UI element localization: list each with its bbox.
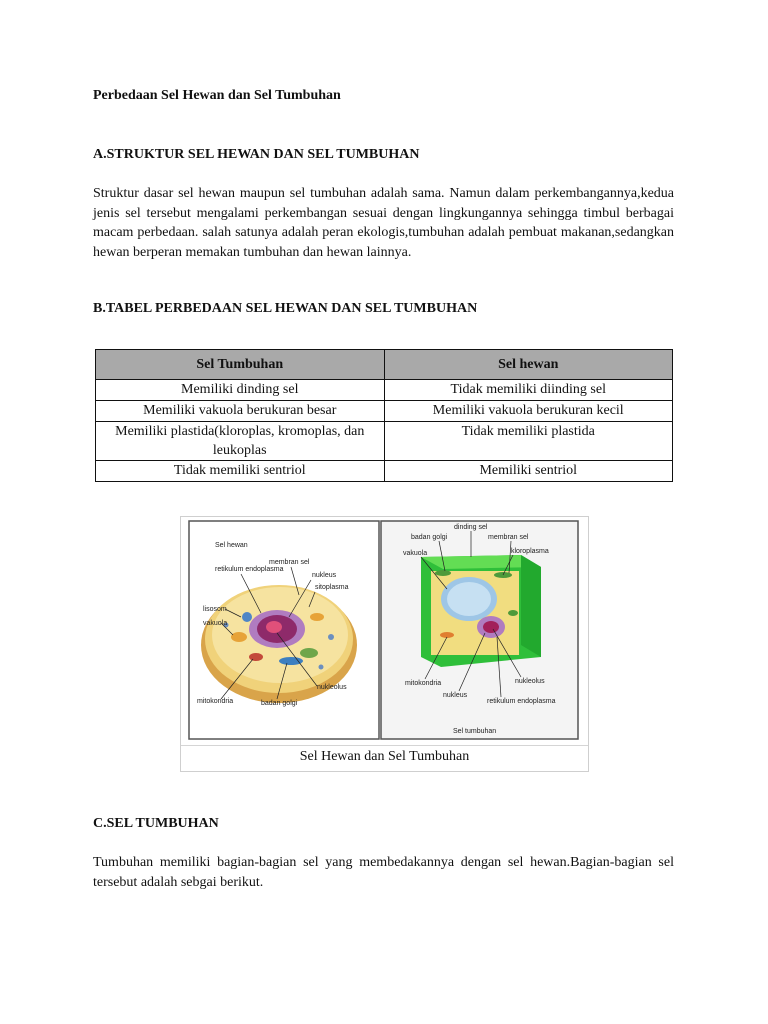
section-c-heading: C.SEL TUMBUHAN bbox=[93, 816, 219, 831]
label-sitoplasma: sitoplasma bbox=[315, 584, 349, 591]
label-vakuola: vakuola bbox=[203, 620, 228, 627]
table-cell: Memiliki plastida(kloroplas, kromoplas, dan leukoplas bbox=[96, 422, 385, 461]
section-c-paragraph: Tumbuhan memiliki bagian-bagian sel yang membedakannya dengan sel hewan.Bagian-bagian sel tersebut adalah sebgai berikut. bbox=[93, 855, 674, 890]
table-cell: Memiliki sentriol bbox=[384, 461, 673, 482]
label-lisosom: lisosom bbox=[203, 606, 227, 613]
plant-label-golgi: badan golgi bbox=[411, 534, 448, 541]
table-row bbox=[96, 422, 673, 461]
section-a-heading: A.STRUKTUR SEL HEWAN DAN SEL TUMBUHAN bbox=[93, 147, 420, 162]
plant-cell-title: Sel tumbuhan bbox=[453, 728, 497, 735]
plant-cell bbox=[421, 555, 541, 667]
figure-caption: Sel Hewan dan Sel Tumbuhan bbox=[299, 749, 470, 764]
table-cell: Memiliki vakuola berukuran kecil bbox=[384, 401, 673, 422]
plant-label-vakuola: vakuola bbox=[403, 550, 428, 557]
table-row bbox=[96, 380, 673, 401]
plant-label-dinding: dinding sel bbox=[454, 524, 488, 531]
page-title: Perbedaan Sel Hewan dan Sel Tumbuhan bbox=[93, 88, 341, 103]
table-row bbox=[96, 401, 673, 422]
plant-label-nukleus: nukleus bbox=[443, 692, 468, 699]
table-cell: Tidak memiliki sentriol bbox=[96, 461, 385, 482]
table-cell: Tidak memiliki plastida bbox=[384, 422, 673, 461]
table-row bbox=[96, 461, 673, 482]
cell-figure bbox=[180, 516, 589, 772]
table-header-row bbox=[96, 350, 673, 380]
table-cell: Memiliki dinding sel bbox=[96, 380, 385, 401]
label-golgi: badan golgi bbox=[261, 700, 298, 707]
label-mitokondria: mitokondria bbox=[197, 698, 234, 705]
cell-diagram bbox=[181, 517, 588, 745]
label-membran: membran sel bbox=[269, 559, 310, 566]
label-retikulum: retikulum endoplasma bbox=[215, 566, 284, 573]
comparison-table bbox=[95, 349, 673, 482]
table-cell: Memiliki vakuola berukuran besar bbox=[96, 401, 385, 422]
table-header-cell: Sel hewan bbox=[384, 350, 673, 380]
section-a-paragraph: Struktur dasar sel hewan maupun sel tumbuhan adalah sama. Namun dalam perkembangannya,kedua jenis sel tersebut mengalami perkembangan sesuai dengan lingkungannya sehingga timbul berbagai macam perbedaan. salah satunya adalah peran ekologis,tumbuhan adalah pembuat makanan,sedangkan hewan berperan memakan tumbuhan dan hewan lainnya. bbox=[93, 186, 674, 260]
section-b-heading: B.TABEL PERBEDAAN SEL HEWAN DAN SEL TUMBUHAN bbox=[93, 301, 478, 316]
label-nukleus: nukleus bbox=[312, 572, 337, 579]
plant-label-nukleolus: nukleolus bbox=[515, 678, 545, 685]
table-cell: Tidak memiliki diinding sel bbox=[384, 380, 673, 401]
plant-label-membran: membran sel bbox=[488, 534, 529, 541]
table-header-cell: Sel Tumbuhan bbox=[96, 350, 385, 380]
label-nukleolus: nukleolus bbox=[317, 684, 347, 691]
plant-label-mitokondria: mitokondria bbox=[405, 680, 442, 687]
plant-label-retikulum: retikulum endoplasma bbox=[487, 698, 556, 705]
figure-divider bbox=[181, 745, 588, 746]
plant-label-kloroplasma: kloroplasma bbox=[511, 548, 549, 555]
animal-cell-title: Sel hewan bbox=[215, 542, 248, 549]
